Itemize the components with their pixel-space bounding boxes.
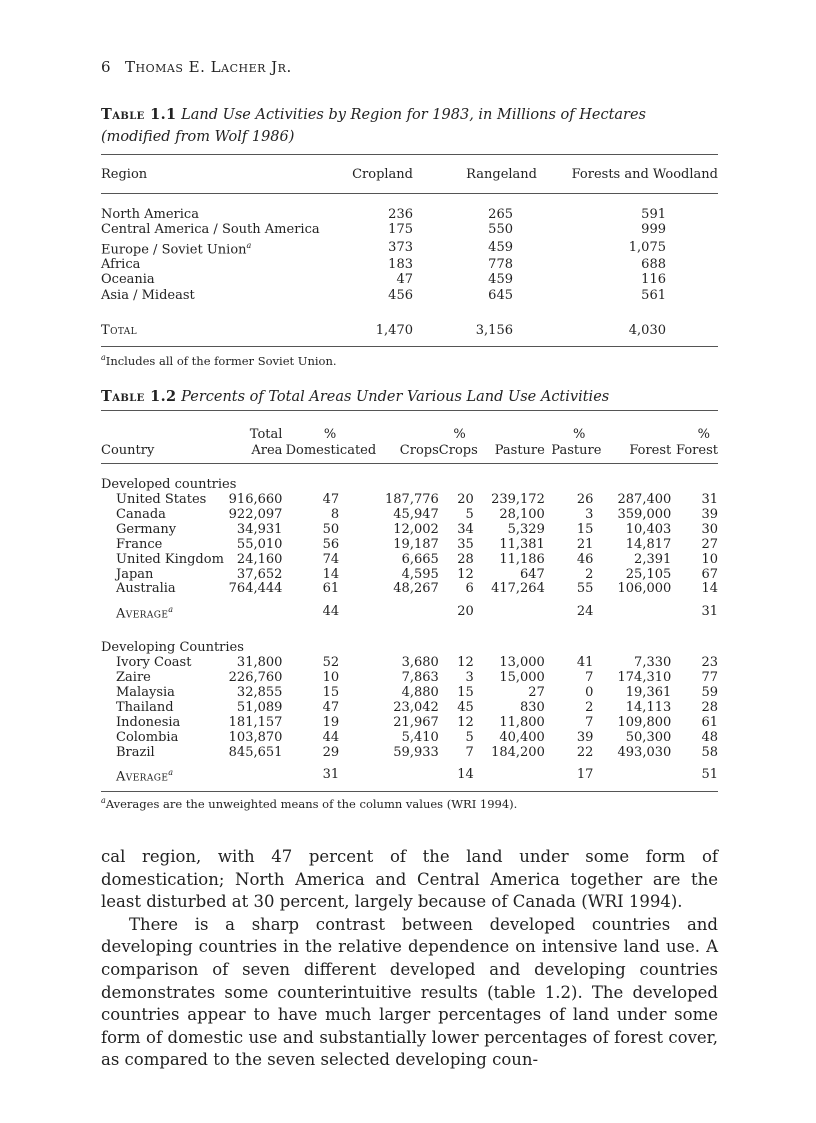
table-row — [101, 731, 718, 746]
value-cell: 3,680 — [401, 655, 439, 671]
value-cell: 2 — [585, 566, 594, 582]
value-cell: 922,097 — [228, 506, 283, 522]
col-header: % Forest — [676, 427, 718, 458]
value-cell: 22 — [576, 744, 594, 760]
value-cell: 5,410 — [401, 729, 439, 745]
country-cell: United Kingdom — [116, 551, 224, 567]
table-row — [101, 686, 718, 701]
value-cell: 11,381 — [499, 536, 545, 552]
table-row — [101, 746, 718, 761]
avg-pct-pasture: 17 — [576, 767, 594, 783]
value-cell: 187,776 — [385, 492, 439, 507]
avg-pct-pasture: 24 — [576, 603, 594, 619]
value-cell: 5 — [465, 729, 474, 745]
paragraph: There is a sharp contrast between developed countries and developing countries in the relative dependence on intensive land use. A comparison of seven different developed and developing countries demonstrates some counterintuitive results (table 1.2). The developed countries appear to have much larger percentages of land under some form of domestic use and substantially lower percentages of forest cover, as compared to the seven selected developing coun- — [101, 914, 718, 1070]
value-cell: 19,361 — [625, 685, 672, 701]
footnote-mark: a — [246, 240, 252, 250]
country-cell: Colombia — [116, 729, 179, 745]
value-cell: 74 — [322, 551, 340, 567]
total-label: Total — [101, 323, 138, 339]
avg-pct-crops: 20 — [457, 603, 474, 619]
forest-cell: 116 — [641, 272, 666, 288]
value-cell: 61 — [322, 581, 340, 597]
value-cell: 174,310 — [617, 670, 672, 686]
col-header: Rangeland — [466, 166, 537, 182]
region-cell: Oceania — [101, 272, 155, 288]
average-label: Average$^a$ — [116, 604, 174, 622]
table-row — [101, 716, 718, 731]
value-cell: 4,880 — [401, 685, 439, 701]
value-cell: 31,800 — [236, 655, 283, 671]
region-cell: Central America / South America — [101, 222, 320, 238]
value-cell: 830 — [520, 700, 545, 716]
cropland-cell: 456 — [388, 287, 413, 303]
value-cell: 3 — [465, 670, 474, 686]
value-cell: 417,264 — [491, 581, 545, 597]
value-cell: 55,010 — [236, 536, 283, 552]
country-cell: Japan — [116, 566, 154, 582]
value-cell: 47 — [322, 700, 340, 716]
value-cell: 26 — [576, 492, 594, 507]
value-cell: 48 — [701, 729, 718, 745]
value-cell: 19 — [322, 714, 340, 730]
average-label: Average$^a$ — [116, 768, 174, 785]
value-cell: 845,651 — [228, 744, 283, 760]
value-cell: 34 — [457, 521, 474, 537]
table-row — [101, 508, 718, 523]
value-cell: 59,933 — [393, 744, 439, 760]
value-cell: 27 — [528, 685, 545, 701]
value-cell: 25,105 — [625, 566, 672, 582]
table-1-1-label: Table 1.1 — [101, 106, 177, 123]
value-cell: 23 — [701, 655, 718, 671]
cropland-cell: 183 — [388, 257, 413, 273]
country-cell: Malaysia — [116, 685, 175, 701]
table-1-2-caption — [101, 386, 718, 411]
country-cell: France — [116, 536, 163, 552]
value-cell: 28,100 — [499, 506, 545, 522]
value-cell: 15 — [322, 685, 340, 701]
table-row — [101, 553, 718, 568]
group-heading — [101, 641, 718, 656]
value-cell: 14 — [322, 566, 340, 582]
group-name: Developing Countries — [101, 640, 244, 656]
avg-domesticated: 31 — [322, 767, 340, 783]
value-cell: 916,660 — [228, 492, 283, 507]
rangeland-cell: 550 — [488, 222, 513, 238]
value-cell: 184,200 — [491, 744, 545, 760]
group-name: Developed countries — [101, 477, 237, 493]
rangeland-cell: 778 — [488, 257, 513, 273]
cropland-cell: 373 — [388, 239, 413, 255]
value-cell: 7 — [585, 714, 594, 730]
value-cell: 27 — [701, 536, 718, 552]
value-cell: 28 — [701, 700, 718, 716]
table-row — [101, 656, 718, 671]
forest-cell: 999 — [641, 222, 666, 238]
value-cell: 12 — [457, 566, 474, 582]
value-cell: 19,187 — [393, 536, 439, 552]
table-1-1-title: Land Use Activities by Region for 1983, in Millions of Hectares (modified from Wolf 1986) — [101, 107, 646, 145]
table-row — [101, 222, 718, 237]
value-cell: 7 — [465, 744, 474, 760]
table-row — [101, 288, 718, 303]
table-row — [101, 238, 718, 257]
avg-pct-forest: 51 — [701, 767, 718, 783]
forest-cell: 688 — [641, 257, 666, 273]
country-cell: Thailand — [116, 700, 174, 716]
value-cell: 764,444 — [228, 581, 283, 597]
value-cell: 7 — [585, 670, 594, 686]
col-header: Region — [101, 166, 148, 182]
paragraph: cal region, with 47 percent of the land under some form of domestication; North America and Central America together are the least disturbed at 30 percent, largely because of Canada (WRI 1994). — [101, 847, 718, 912]
value-cell: 30 — [701, 521, 718, 537]
value-cell: 29 — [322, 744, 340, 760]
value-cell: 15 — [576, 521, 594, 537]
value-cell: 39 — [701, 506, 718, 522]
rangeland-cell: 265 — [488, 207, 513, 223]
value-cell: 45,947 — [393, 506, 439, 522]
value-cell: 7,863 — [401, 670, 439, 686]
value-cell: 56 — [322, 536, 340, 552]
total-rangeland: 3,156 — [475, 323, 513, 339]
country-cell: Brazil — [116, 744, 155, 760]
page-number: 6 — [101, 58, 112, 76]
value-cell: 52 — [322, 655, 340, 671]
running-head — [101, 58, 292, 76]
value-cell: 0 — [585, 685, 594, 701]
table-1-2 — [101, 386, 718, 811]
table-1-1 — [101, 104, 718, 368]
forest-cell: 591 — [641, 207, 666, 223]
value-cell: 77 — [701, 670, 718, 686]
value-cell: 13,000 — [499, 655, 545, 671]
value-cell: 20 — [457, 492, 474, 507]
value-cell: 24,160 — [236, 551, 283, 567]
value-cell: 8 — [330, 506, 340, 522]
table-1-1-grid — [101, 154, 718, 347]
value-cell: 5 — [465, 506, 474, 522]
total-forest: 4,030 — [628, 323, 666, 339]
value-cell: 41 — [576, 655, 594, 671]
value-cell: 15 — [457, 685, 474, 701]
footnote-text: Includes all of the former Soviet Union. — [105, 353, 337, 368]
country-cell: Zaire — [116, 670, 151, 686]
footnote-mark: a — [101, 352, 106, 362]
cropland-cell: 47 — [396, 272, 413, 288]
average-row — [101, 597, 718, 627]
value-cell: 11,800 — [499, 714, 545, 730]
value-cell: 239,172 — [491, 492, 545, 507]
col-header: Total Area — [249, 427, 283, 458]
value-cell: 12 — [457, 714, 474, 730]
body-text — [101, 846, 718, 1072]
value-cell: 31 — [701, 492, 718, 507]
value-cell: 21,967 — [393, 714, 439, 730]
value-cell: 103,870 — [228, 729, 283, 745]
footnote-text: Averages are the unweighted means of the column values (WRI 1994). — [105, 796, 518, 811]
country-cell: Ivory Coast — [116, 655, 192, 671]
table-row — [101, 538, 718, 553]
country-cell: Canada — [116, 506, 166, 522]
table-row — [101, 568, 718, 583]
col-header: Forests and Woodland — [571, 166, 718, 182]
table-row — [101, 493, 718, 508]
table-1-2-footnote — [101, 791, 718, 811]
value-cell: 12 — [457, 655, 474, 671]
value-cell: 44 — [322, 729, 340, 745]
value-cell: 37,652 — [236, 566, 283, 582]
value-cell: 35 — [457, 536, 474, 552]
value-cell: 14,113 — [625, 700, 672, 716]
value-cell: 47 — [322, 492, 340, 507]
value-cell: 46 — [576, 551, 594, 567]
table-1-1-header — [101, 155, 718, 194]
value-cell: 21 — [576, 536, 594, 552]
value-cell: 493,030 — [617, 744, 672, 760]
value-cell: 2,391 — [634, 551, 672, 567]
col-header: % Pasture — [551, 427, 602, 458]
value-cell: 28 — [457, 551, 474, 567]
cropland-cell: 175 — [388, 222, 413, 238]
rangeland-cell: 645 — [488, 287, 513, 303]
value-cell: 51,089 — [236, 700, 283, 716]
footnote-mark: a — [101, 795, 106, 805]
value-cell: 32,855 — [236, 685, 283, 701]
value-cell: 34,931 — [236, 521, 283, 537]
value-cell: 2 — [585, 700, 594, 716]
group-heading — [101, 478, 718, 493]
forest-cell: 1,075 — [628, 239, 666, 255]
value-cell: 106,000 — [617, 581, 672, 597]
value-cell: 39 — [576, 729, 594, 745]
country-cell: Indonesia — [116, 714, 181, 730]
value-cell: 5,329 — [507, 521, 545, 537]
table-row — [101, 523, 718, 538]
value-cell: 50 — [322, 521, 340, 537]
value-cell: 55 — [576, 581, 594, 597]
value-cell: 59 — [701, 685, 718, 701]
value-cell: 23,042 — [393, 700, 439, 716]
total-cropland: 1,470 — [375, 323, 413, 339]
cropland-cell: 236 — [388, 207, 413, 223]
table-row — [101, 257, 718, 272]
region-cell: Africa — [101, 257, 141, 273]
value-cell: 6 — [465, 581, 474, 597]
value-cell: 50,300 — [625, 729, 672, 745]
value-cell: 45 — [457, 700, 474, 716]
country-cell: United States — [116, 492, 207, 507]
value-cell: 67 — [701, 566, 718, 582]
value-cell: 10,403 — [625, 521, 672, 537]
value-cell: 48,267 — [393, 581, 439, 597]
value-cell: 14 — [701, 581, 718, 597]
table-1-1-total-row — [101, 316, 718, 347]
value-cell: 40,400 — [499, 729, 545, 745]
region-cell: Asia / Mideast — [101, 287, 195, 303]
value-cell: 7,330 — [634, 655, 672, 671]
value-cell: 3 — [585, 506, 594, 522]
value-cell: 15,000 — [499, 670, 545, 686]
country-cell: Germany — [116, 521, 177, 537]
value-cell: 10 — [322, 670, 340, 686]
value-cell: 10 — [701, 551, 718, 567]
value-cell: 4,595 — [401, 566, 439, 582]
col-header: Crops — [399, 443, 439, 458]
table-1-2-label: Table 1.2 — [101, 388, 177, 405]
value-cell: 58 — [701, 744, 718, 760]
table-row — [101, 272, 718, 287]
region-cell: Europe / Soviet Union$^a$ — [101, 240, 252, 257]
table-1-2-header — [101, 417, 718, 464]
col-header: % Crops — [438, 427, 478, 458]
table-1-2-title: Percents of Total Areas Under Various Land Use Activities — [181, 389, 610, 405]
col-header: % Domesticated — [285, 427, 377, 458]
footnote-mark: a — [168, 604, 174, 614]
value-cell: 226,760 — [228, 670, 283, 686]
col-header: Country — [101, 443, 155, 458]
footnote-mark: a — [168, 768, 174, 778]
value-cell: 6,665 — [401, 551, 439, 567]
value-cell: 14,817 — [625, 536, 672, 552]
col-header: Cropland — [352, 166, 413, 182]
region-cell: North America — [101, 207, 199, 223]
col-header: Forest — [629, 443, 672, 458]
value-cell: 647 — [520, 566, 545, 582]
rangeland-cell: 459 — [488, 239, 513, 255]
table-row — [101, 671, 718, 686]
rangeland-cell: 459 — [488, 272, 513, 288]
avg-pct-forest: 31 — [701, 603, 718, 619]
avg-domesticated: 44 — [322, 603, 340, 619]
running-head-author: Thomas E. Lacher Jr. — [125, 58, 292, 76]
value-cell: 181,157 — [228, 714, 283, 730]
col-header: Pasture — [494, 443, 545, 458]
value-cell: 12,002 — [393, 521, 439, 537]
table-1-1-caption — [101, 104, 718, 148]
value-cell: 11,186 — [499, 551, 545, 567]
table-1-1-footnote — [101, 353, 718, 368]
value-cell: 109,800 — [617, 714, 672, 730]
average-row — [101, 761, 718, 791]
value-cell: 287,400 — [617, 492, 672, 507]
value-cell: 359,000 — [617, 506, 672, 522]
table-row — [101, 207, 718, 222]
country-cell: Australia — [116, 581, 176, 597]
table-1-2-grid — [101, 417, 718, 791]
forest-cell: 561 — [641, 287, 666, 303]
table-row — [101, 701, 718, 716]
value-cell: 61 — [701, 714, 718, 730]
table-row — [101, 582, 718, 597]
avg-pct-crops: 14 — [457, 767, 474, 783]
